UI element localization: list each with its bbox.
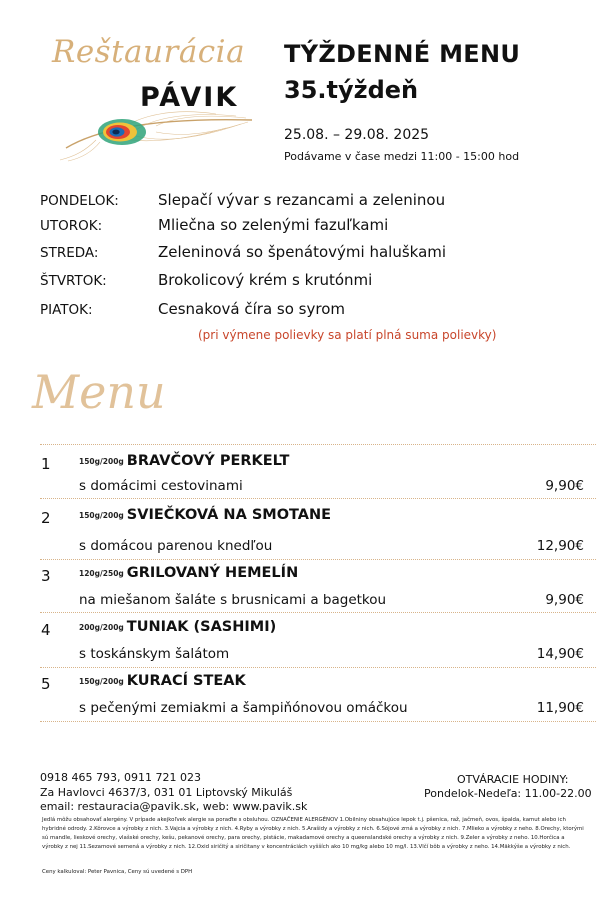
prices-note: Ceny kalkuloval: Peter Pavnica, Ceny sú uvedené s DPH: [42, 869, 193, 875]
divider: [40, 444, 596, 445]
dish-price: 9,90€: [545, 592, 584, 608]
soup-note: (pri výmene polievky sa platí plná suma polievky): [198, 328, 497, 342]
soup-day-label: PIATOK:: [40, 302, 93, 318]
soup-day-label: STREDA:: [40, 245, 99, 261]
dish-title: [79, 453, 289, 469]
soup-name: Mliečna so zelenými fazuľkami: [158, 216, 389, 234]
dish-weight: 150g/200g: [79, 457, 124, 466]
soup-day-label: PONDELOK:: [40, 193, 119, 209]
soup-day-label: ŠTVRTOK:: [40, 273, 107, 289]
menu-heading: Menu: [32, 365, 166, 419]
divider: [40, 667, 596, 668]
dish-title: [79, 673, 246, 689]
dish-name: TUNIAK (SASHIMI): [126, 619, 277, 635]
dish-price: 12,90€: [536, 538, 584, 554]
dish-weight: 200g/200g: [79, 623, 124, 632]
dish-name: SVIEČKOVÁ NA SMOTANE: [126, 507, 332, 523]
dish-name: GRILOVANÝ HEMELÍN: [126, 565, 299, 581]
dish-price: 14,90€: [536, 646, 584, 662]
dish-name: KURACÍ STEAK: [126, 673, 246, 689]
dish-weight: 150g/200g: [79, 677, 124, 686]
soup-name: Zeleninová so špenátovými haluškami: [158, 243, 447, 261]
dish-side: s toskánskym šalátom: [79, 646, 230, 662]
soup-name: Slepačí vývar s rezancami a zeleninou: [158, 191, 446, 209]
dish-name: BRAVČOVÝ PERKELT: [126, 453, 290, 469]
dish-side: s domácimi cestovinami: [79, 478, 243, 494]
dish-side: na miešanom šaláte s brusnicami a bagetkou: [79, 592, 387, 608]
contact-email-web: email: restauracia@pavik.sk, web: www.pavik.sk: [40, 800, 308, 813]
menu-title: TÝŽDENNÉ MENU: [284, 40, 521, 68]
dish-number: 5: [41, 675, 51, 693]
dish-number: 2: [41, 509, 51, 527]
opening-hours-value: Pondelok-Nedeľa: 11.00-22.00: [424, 787, 592, 800]
dish-number: 4: [41, 621, 51, 639]
soup-name: Brokolicový krém s krutónmi: [158, 271, 373, 289]
dish-side: s pečenými zemiakmi a šampiňónovou omáčkou: [79, 700, 408, 716]
divider: [40, 612, 596, 613]
contact-address: Za Havlovci 4637/3, 031 01 Liptovský Mikuláš: [40, 786, 293, 799]
dish-title: [79, 507, 331, 523]
dish-weight: 120g/250g: [79, 569, 124, 578]
divider: [40, 559, 596, 560]
week-label: 35.týždeň: [284, 76, 419, 104]
dish-side: s domácou parenou knedľou: [79, 538, 273, 554]
soup-name: Cesnaková číra so syrom: [158, 300, 346, 318]
dish-price: 9,90€: [545, 478, 584, 494]
allergen-info: Jedlá môžu obsahovať alergény. V prípade akejkoľvek alergie sa poraďte s obsluhou. OZNAČENIE ALERGÉNOV 1.Obilniny obsahujúce lepok t.j. pšenica, raž, jačmeň, ovos, špalda, kamut alebo ich hybridné odrody. 2.Kôrovce a výrobky z nich. 3.Vajcia a výrobky z nich. 4.Ryby a výrobky z nich. 5.Arašidy a výrobky z nich. 6.Sójové zrná a výrobky z nich. 7.Mlieko a výrobky z neho. 8.Orechy, ktorými sú mandle, lieskové orechy, vlašské orechy, kešu, pekanové orechy, para orechy, pistácie, makadamové orechy a queenslandské orechy a výrobky z nich. 9.Zeler a výrobky z neho. 10.Horčica a výrobky z nej 11.Sezamové semená a výrobky z nich. 12.Oxid siričitý a siričitany v koncentráciách vyšších ako 10 mg/kg alebo 10 mg/l. 13.Vlčí bôb a výrobky z neho. 14.Mäkkýše a výrobky z nich.: [42, 817, 584, 850]
date-range: 25.08. – 29.08. 2025: [284, 127, 430, 143]
divider: [40, 498, 596, 499]
contact-phones: 0918 465 793, 0911 721 023: [40, 771, 201, 784]
logo-script-text: Reštaurácia: [52, 34, 246, 70]
logo-name: PÁVIK: [140, 82, 239, 113]
soup-day-label: UTOROK:: [40, 218, 103, 234]
dish-number: 1: [41, 455, 51, 473]
serving-hours: Podávame v čase medzi 11:00 - 15:00 hod: [284, 150, 520, 163]
opening-hours-label: OTVÁRACIE HODINY:: [457, 773, 569, 786]
divider: [40, 721, 596, 722]
dish-number: 3: [41, 567, 51, 585]
peacock-feather-icon: [56, 104, 256, 162]
dish-title: [79, 619, 276, 635]
dish-weight: 150g/200g: [79, 511, 124, 520]
dish-title: [79, 565, 298, 581]
dish-price: 11,90€: [536, 700, 584, 716]
